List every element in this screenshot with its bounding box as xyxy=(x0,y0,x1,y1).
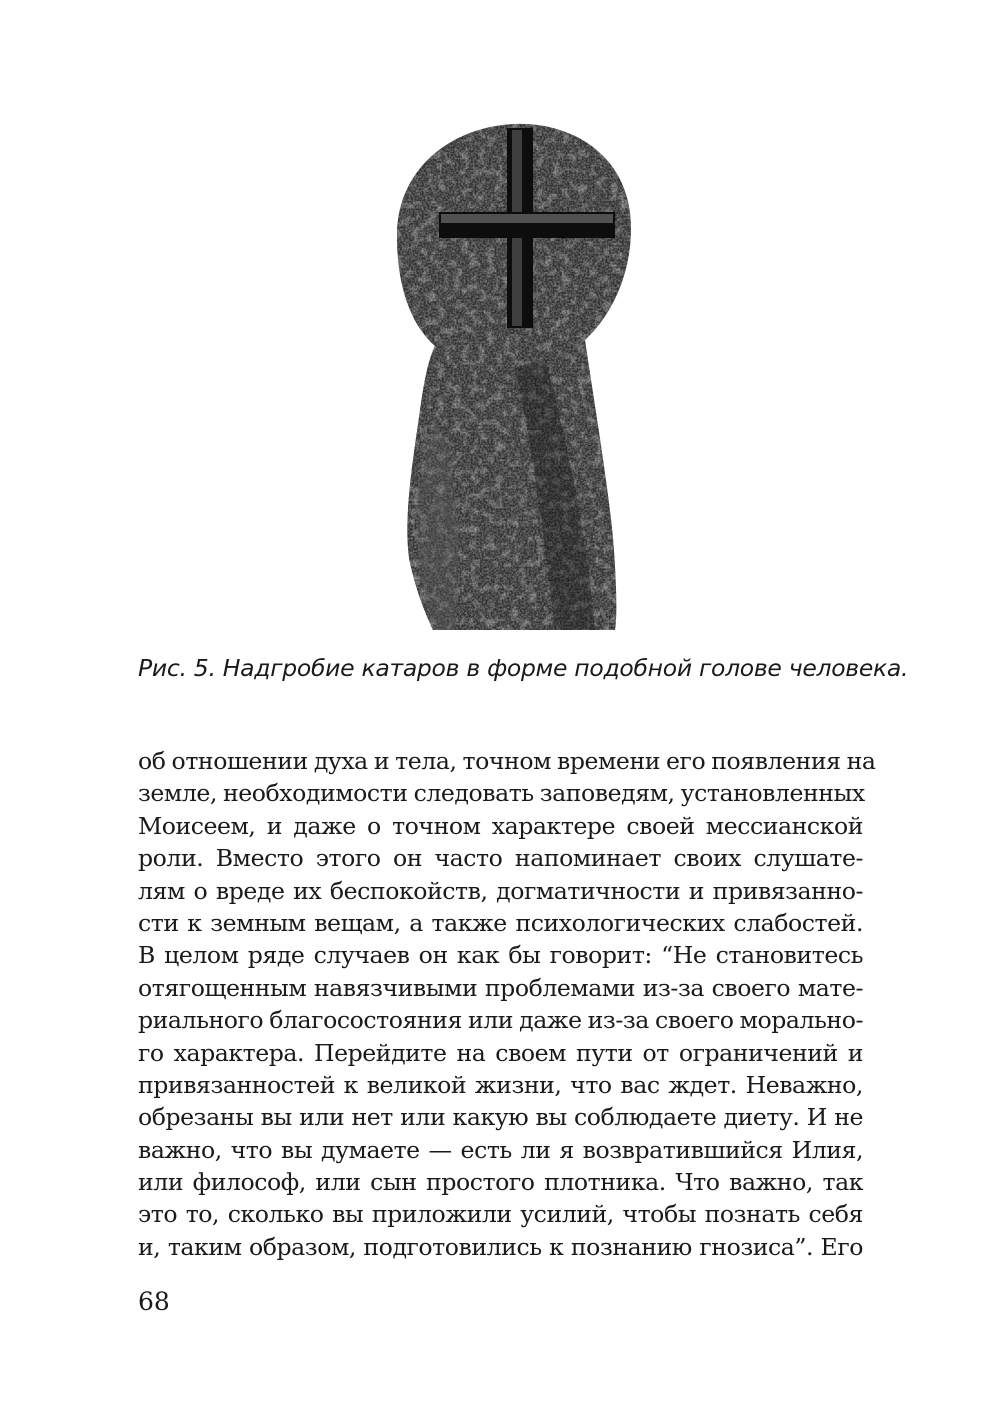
text-line: риального благосостояния или даже из-за своего морально- xyxy=(138,1006,863,1035)
body-paragraph xyxy=(138,745,876,1263)
text-line: важно, что вы думаете — есть ли я возвратившийся Илия, xyxy=(138,1135,863,1164)
tombstone-figure xyxy=(395,118,635,633)
text-line: и, таким образом, подготовились к познанию гнозиса”. Его xyxy=(138,1232,863,1261)
text-line: привязанностей к великой жизни, что вас ждет. Неважно, xyxy=(138,1070,863,1099)
figure-caption: Рис. 5. Надгробие катаров в форме подобной голове человека. xyxy=(138,654,909,682)
text-line: отягощенным навязчивыми проблемами из-за своего мате- xyxy=(138,973,863,1002)
text-line: го характера. Перейдите на своем пути от ограничений и xyxy=(138,1038,863,1067)
text-line: сти к земным вещам, а также психологических слабостей. xyxy=(138,908,863,937)
text-line: роли. Вместо этого он часто напоминает своих слушате- xyxy=(138,844,863,873)
tombstone-image xyxy=(395,118,635,633)
text-line: лям о вреде их беспокойств, догматичности и привязанно- xyxy=(138,876,863,905)
text-line: об отношении духа и тела, точном времени его появления на xyxy=(138,747,876,775)
text-line: земле, необходимости следовать заповедям, установленных xyxy=(138,779,865,808)
text-line: В целом ряде случаев он как бы говорит: “Не становитесь xyxy=(138,941,863,970)
text-line: это то, сколько вы приложили усилий, чтобы познать себя xyxy=(138,1200,863,1229)
text-line: обрезаны вы или нет или какую вы соблюдаете диету. И не xyxy=(138,1103,863,1132)
text-line: Моисеем, и даже о точном характере своей мессианской xyxy=(138,811,863,840)
page-number: 68 xyxy=(138,1287,170,1316)
text-line: или философ, или сын простого плотника. Что важно, так xyxy=(138,1168,863,1197)
